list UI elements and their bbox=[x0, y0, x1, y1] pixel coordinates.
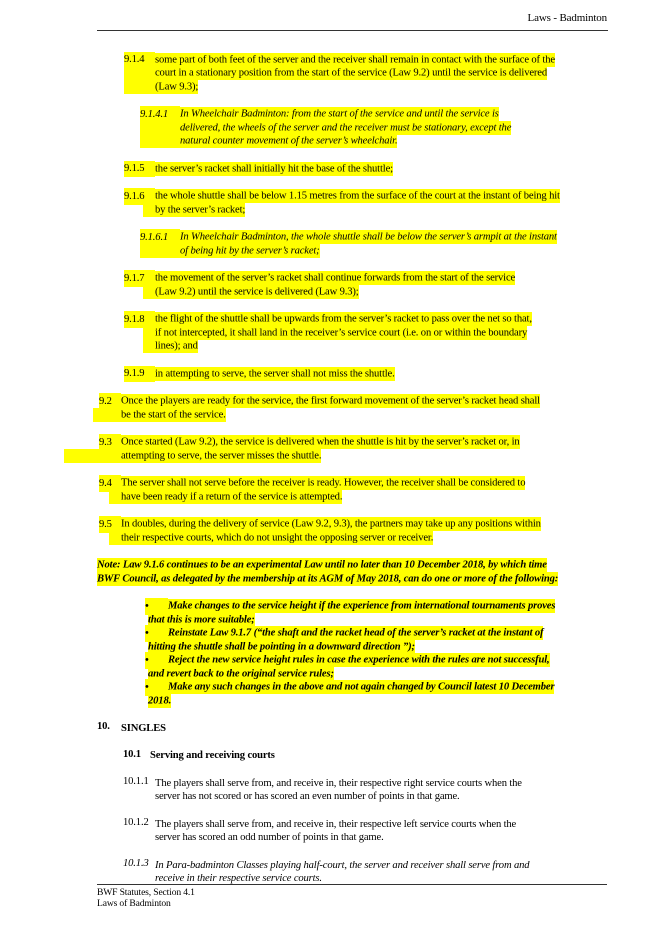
bullet-text bbox=[148, 600, 667, 627]
law-item-9-1-6 bbox=[0, 190, 667, 217]
law-line-text: attempting to serve, the server misses the shuttle. bbox=[64, 449, 321, 463]
note-line bbox=[97, 572, 667, 586]
law-line-text: by the server’s racket; bbox=[143, 203, 245, 217]
law-line-text: In Wheelchair Badminton, the whole shuttle shall be below the server’s armpit at the instant bbox=[180, 231, 557, 243]
law-line bbox=[155, 285, 667, 299]
law-line bbox=[121, 477, 667, 491]
law-line-text: the movement of the server’s racket shall continue forwards from the start of the service bbox=[155, 272, 516, 284]
bullet-icon: • bbox=[145, 679, 168, 696]
law-line-text: receive in their respective service courts. bbox=[155, 873, 322, 884]
law-number: 9.1.4 bbox=[124, 52, 155, 69]
bullet-item-3 bbox=[0, 654, 667, 681]
law-line bbox=[155, 831, 667, 845]
law-line-text: Once the players are ready for the service, the first forward movement of the server’s racket head shall bbox=[121, 395, 540, 407]
law-item-9-4 bbox=[0, 477, 667, 504]
law-text bbox=[121, 477, 667, 504]
bullet-line bbox=[148, 600, 667, 614]
law-line bbox=[180, 244, 667, 258]
section-title bbox=[150, 749, 667, 763]
law-number: 9.5 bbox=[99, 516, 121, 533]
law-line bbox=[155, 67, 667, 81]
law-line bbox=[155, 367, 667, 381]
bullet-line-text: Reject the new service height rules in case the experience with the rules are not successful, bbox=[148, 653, 550, 667]
law-line-text: The players shall serve from, and receive in, their respective right service courts when the bbox=[155, 777, 522, 789]
law-line bbox=[121, 531, 667, 545]
section-number: 10. bbox=[97, 721, 110, 732]
law-line-text: delivered, the wheels of the server and the receiver must be stationary, except the bbox=[140, 121, 511, 135]
law-item-9-1-4-1 bbox=[0, 108, 667, 149]
bullet-line bbox=[148, 667, 667, 681]
law-line bbox=[121, 449, 667, 463]
law-line-text: The server shall not serve before the receiver is ready. However, the receiver shall be considered to bbox=[121, 477, 526, 489]
law-item-9-3 bbox=[0, 436, 667, 463]
law-line bbox=[155, 203, 667, 217]
law-number: 9.1.6.1 bbox=[140, 229, 180, 246]
footer-rule bbox=[97, 884, 607, 885]
law-number: 9.1.9 bbox=[124, 366, 155, 383]
law-text bbox=[155, 272, 667, 299]
law-line-text: court in a stationary position from the start of the service (Law 9.2) until the service is delivered bbox=[124, 66, 547, 80]
law-text bbox=[155, 818, 667, 845]
law-line-text: the whole shuttle shall be below 1.15 metres from the surface of the court at the instant of being hit bbox=[155, 190, 560, 202]
law-number: 9.3 bbox=[99, 434, 121, 451]
law-line bbox=[121, 395, 667, 409]
bullet-text bbox=[148, 654, 667, 681]
law-line bbox=[155, 818, 667, 832]
note-line-text: BWF Council, as delegated by the membership at its AGM of May 2018, can do one or more of the following: bbox=[97, 573, 559, 584]
law-line bbox=[155, 777, 667, 791]
law-line-text: The players shall serve from, and receive in, their respective left service courts when the bbox=[155, 818, 517, 830]
bullet-icon: • bbox=[145, 625, 168, 642]
law-item-10-1-3 bbox=[0, 859, 667, 886]
bullet-line bbox=[148, 640, 667, 654]
law-line-text: In doubles, during the delivery of service (Law 9.2, 9.3), the partners may take up any positions within bbox=[121, 518, 541, 530]
law-line bbox=[155, 53, 667, 67]
law-line-text: some part of both feet of the server and the receiver shall remain in contact with the surface of the bbox=[155, 54, 555, 65]
bullet-icon: • bbox=[145, 652, 168, 669]
law-line-text: of being hit by the server’s racket; bbox=[140, 244, 320, 258]
law-text bbox=[155, 162, 667, 176]
experimental-law-note bbox=[0, 559, 667, 586]
bullet-item-1 bbox=[0, 600, 667, 627]
law-item-10-1-1 bbox=[0, 777, 667, 804]
law-line-text: be the start of the service. bbox=[93, 408, 226, 422]
law-item-9-1-7 bbox=[0, 272, 667, 299]
section-title-text: Serving and receiving courts bbox=[150, 750, 275, 761]
law-text bbox=[155, 313, 667, 354]
bullet-line-text: hitting the shuttle shall be pointing in a downward direction ”); bbox=[148, 641, 415, 652]
law-item-9-1-4 bbox=[0, 53, 667, 94]
law-line-text: server has scored an odd number of points in that game. bbox=[155, 832, 384, 843]
law-text bbox=[155, 190, 667, 217]
section-title bbox=[121, 722, 667, 736]
law-line bbox=[155, 790, 667, 804]
law-item-9-1-9 bbox=[0, 367, 667, 381]
law-line-text: lines); and bbox=[143, 339, 198, 353]
law-line-text: if not intercepted, it shall land in the receiver’s service court (i.e. on or within the boundary bbox=[143, 326, 527, 340]
note-line-text: Note: Law 9.1.6 continues to be an experimental Law until no later than 10 December 2018, by which time bbox=[97, 559, 547, 571]
law-line-text: server has not scored or has scored an even number of points in that game. bbox=[155, 791, 460, 802]
law-text bbox=[180, 231, 667, 258]
law-item-9-1-5 bbox=[0, 162, 667, 176]
bullet-line-text: that this is more suitable; bbox=[148, 614, 255, 625]
law-item-9-1-8 bbox=[0, 313, 667, 354]
law-line-text: In Para-badminton Classes playing half-court, the server and receiver shall serve from and bbox=[155, 859, 530, 871]
law-line bbox=[121, 408, 667, 422]
law-text bbox=[155, 777, 667, 804]
bullet-text bbox=[148, 627, 667, 654]
law-text bbox=[121, 436, 667, 463]
section-title-wrap bbox=[150, 749, 667, 763]
law-line bbox=[180, 108, 667, 122]
bullet-line bbox=[148, 681, 667, 695]
law-line-text: in attempting to serve, the server shall not miss the shuttle. bbox=[155, 368, 395, 379]
note-bullet-list bbox=[0, 600, 667, 708]
law-line-text: (Law 9.2) until the service is delivered (Law 9.3); bbox=[143, 285, 359, 299]
law-line-text: the flight of the shuttle shall be upwards from the server’s racket to pass over the net so that, bbox=[155, 313, 532, 325]
law-line bbox=[121, 436, 667, 450]
bullet-line-text: Make any such changes in the above and not again changed by Council latest 10 December bbox=[148, 680, 554, 694]
bullet-line bbox=[148, 654, 667, 668]
law-line-text: Once started (Law 9.2), the service is delivered when the shuttle is hit by the server’s racket or, in bbox=[121, 436, 520, 448]
law-line bbox=[180, 135, 667, 149]
bullet-item-4 bbox=[0, 681, 667, 708]
header-title: Laws - Badminton bbox=[527, 12, 607, 24]
bullet-line bbox=[148, 627, 667, 641]
law-text bbox=[155, 859, 667, 886]
law-line-text: the server’s racket shall initially hit the base of the shuttle; bbox=[155, 163, 393, 174]
law-line bbox=[121, 490, 667, 504]
law-number: 9.2 bbox=[99, 393, 121, 410]
bullet-item-2 bbox=[0, 627, 667, 654]
law-text bbox=[121, 518, 667, 545]
law-item-9-5 bbox=[0, 518, 667, 545]
bullet-line-text: and revert back to the original service rules; bbox=[148, 668, 334, 679]
section-heading-10-singles bbox=[0, 722, 667, 736]
law-text bbox=[155, 367, 667, 381]
law-number: 9.1.8 bbox=[124, 311, 155, 328]
law-number: 9.4 bbox=[99, 475, 121, 492]
law-line-text: (Law 9.3); bbox=[124, 80, 198, 94]
law-number: 9.1.6 bbox=[124, 188, 155, 205]
section-number: 10.1 bbox=[123, 748, 141, 760]
header-rule bbox=[97, 30, 608, 31]
law-line bbox=[155, 340, 667, 354]
section-title-wrap bbox=[121, 722, 667, 736]
law-line-text: In Wheelchair Badminton: from the start of the service and until the service is bbox=[180, 108, 499, 120]
law-line bbox=[155, 272, 667, 286]
note-line bbox=[97, 559, 667, 573]
law-line bbox=[155, 326, 667, 340]
law-line-text: natural counter movement of the server’s wheelchair. bbox=[140, 134, 397, 148]
document-body bbox=[0, 53, 667, 886]
law-line-text: their respective courts, which do not unsight the opposing server or receiver. bbox=[109, 531, 433, 545]
law-text bbox=[121, 395, 667, 422]
bullet-line bbox=[148, 694, 667, 708]
law-number: 10.1.1 bbox=[123, 776, 149, 787]
law-number: 10.1.3 bbox=[123, 858, 149, 869]
bullet-line-text: Reinstate Law 9.1.7 (“the shaft and the racket head of the server’s racket at the instant of bbox=[148, 626, 543, 640]
law-line bbox=[155, 190, 667, 204]
footer-statutes-line: BWF Statutes, Section 4.1 bbox=[97, 887, 195, 898]
section-title-text: SINGLES bbox=[121, 722, 166, 734]
law-line bbox=[155, 313, 667, 327]
law-number: 9.1.5 bbox=[124, 161, 155, 178]
bullet-line-text: Make changes to the service height if the experience from international tournaments proves bbox=[148, 599, 555, 613]
bullet-line bbox=[148, 613, 667, 627]
bullet-line-text: 2018. bbox=[148, 695, 172, 706]
law-line-text: have been ready if a return of the service is attempted. bbox=[109, 490, 342, 504]
bullet-text bbox=[148, 681, 667, 708]
law-number: 9.1.4.1 bbox=[140, 106, 180, 123]
law-number: 10.1.2 bbox=[123, 817, 149, 828]
note-text bbox=[97, 559, 667, 586]
law-line bbox=[155, 80, 667, 94]
law-line bbox=[121, 518, 667, 532]
footer-title-line: Laws of Badminton bbox=[97, 898, 171, 909]
law-line bbox=[180, 231, 667, 245]
law-line bbox=[155, 162, 667, 176]
law-item-9-1-6-1 bbox=[0, 231, 667, 258]
law-item-9-2 bbox=[0, 395, 667, 422]
law-number: 9.1.7 bbox=[124, 270, 155, 287]
law-text bbox=[155, 53, 667, 94]
law-line bbox=[155, 859, 667, 873]
bullet-icon: • bbox=[145, 598, 168, 615]
law-text bbox=[180, 108, 667, 149]
section-heading-10-1 bbox=[0, 749, 667, 763]
law-line bbox=[180, 121, 667, 135]
law-item-10-1-2 bbox=[0, 818, 667, 845]
